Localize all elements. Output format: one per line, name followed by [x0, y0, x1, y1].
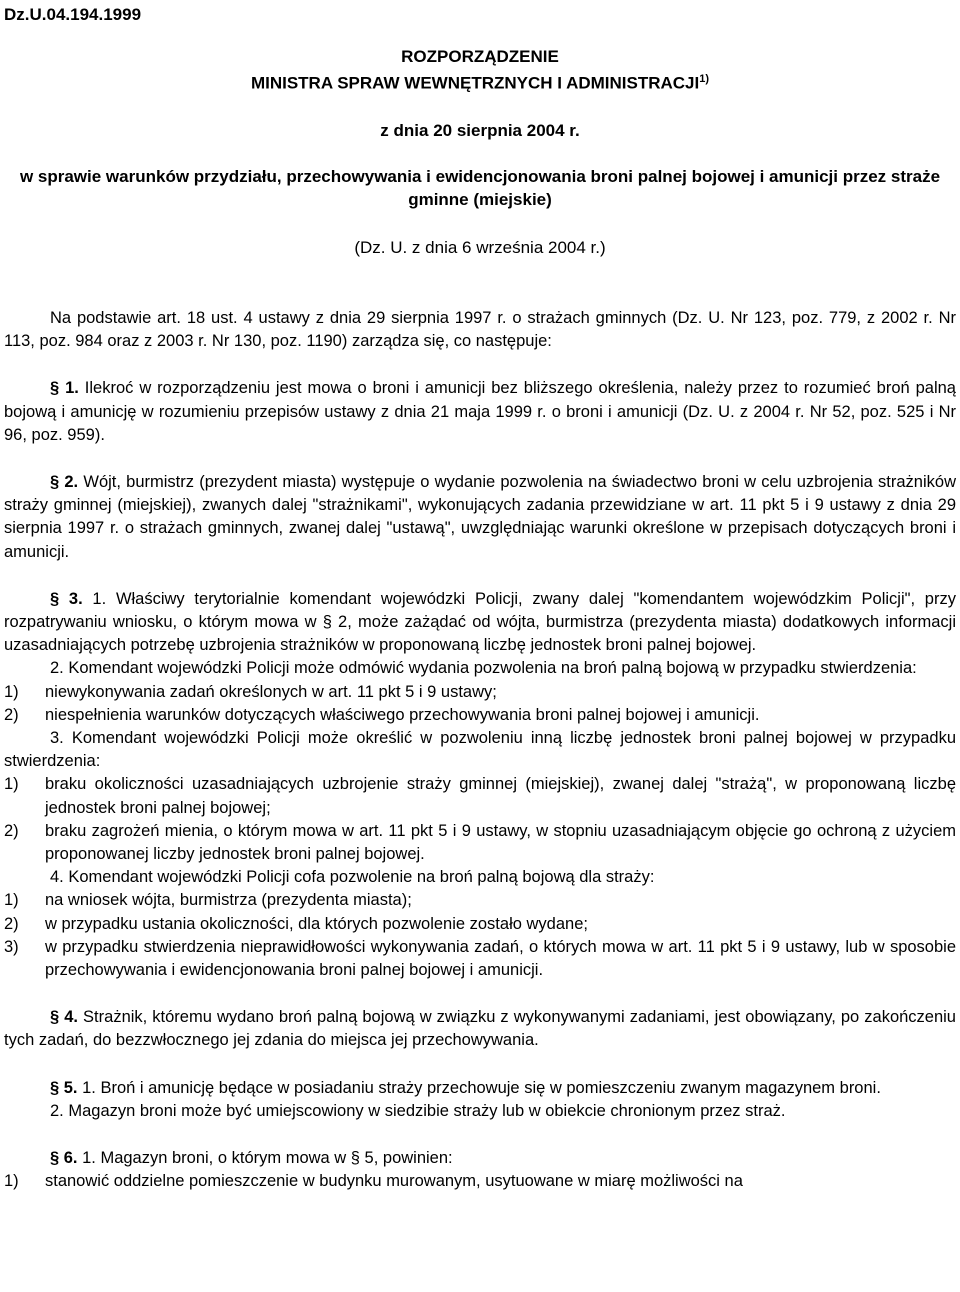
paragraph-3-section-3: 3. Komendant wojewódzki Policji może określić w pozwoleniu inną liczbę jednostek broni palnej bojowej w przypadku stwierdzenia: [4, 729, 956, 771]
paragraph-mark: § 5. [50, 1078, 78, 1097]
paragraph-mark: § 6. [50, 1149, 78, 1168]
document-source: (Dz. U. z dnia 6 września 2004 r.) [354, 238, 606, 257]
paragraph-3-section-4: 4. Komendant wojewódzki Policji cofa pozwolenie na broń palną bojową dla straży: [50, 868, 655, 887]
list-item: 1) niewykonywania zadań określonych w art. 11 pkt 5 i 9 ustawy; [4, 682, 497, 701]
list-item: 2) braku zagrożeń mienia, o którym mowa w art. 11 pkt 5 i 9 ustawy, w stopniu uzasadniającym objęcie go ochroną z użyciem proponowanej liczby jednostek broni palnej bojowej. [4, 821, 956, 864]
list-item: 3) w przypadku stwierdzenia nieprawidłowości wykonywania zadań, o których mowa w art. 11 pkt 5 i 9 ustawy, lub w sposobie przechowywania i ewidencjonowania broni palnej bojowej i amunicji. [4, 937, 956, 980]
document-body [4, 307, 956, 1194]
paragraph-mark: § 3. [50, 589, 83, 608]
paragraph-5-section-1: § 5. 1. Broń i amunicję będące w posiadaniu straży przechowuje się w pomieszczeniu zwanym magazynem broni. [50, 1078, 881, 1097]
paragraph-mark: § 4. [50, 1008, 78, 1027]
title-line-1: ROZPORZĄDZENIE [401, 47, 559, 66]
list-item: 1) braku okoliczności uzasadniających uzbrojenie straży gminnej (miejskiej), zwanej dalej "strażą", w proponowaną liczbę jednostek broni palnej bojowej; [4, 775, 956, 817]
document-date: z dnia 20 sierpnia 2004 r. [380, 121, 580, 140]
list-item: 1) stanowić oddzielne pomieszczenie w budynku murowanym, usytuowane w miarę możliwości na [4, 1172, 743, 1191]
paragraph-3-section-2: 2. Komendant wojewódzki Policji może odmówić wydania pozwolenia na broń palną bojową w przypadku stwierdzenia: [50, 659, 917, 678]
paragraph-1: § 1. Ilekroć w rozporządzeniu jest mowa o broni i amunicji bez bliższego określenia, należy przez to rozumieć broń palną bojową i amunicję w rozumieniu przepisów ustawy z dnia 21 maja 1999 r. o broni i amunicji (Dz. U. z 2004 r. Nr 52, poz. 525 i Nr 96, poz. 959). [4, 379, 956, 444]
document-title [0, 45, 960, 95]
paragraph-5-section-2: 2. Magazyn broni może być umiejscowiony w siedzibie straży lub w obiekcie chronionym przez straż. [50, 1101, 786, 1120]
preamble: Na podstawie art. 18 ust. 4 ustawy z dnia 29 sierpnia 1997 r. o strażach gminnych (Dz. U. Nr 123, poz. 779, z 2002 r. Nr 113, poz. 984 oraz z 2003 r. Nr 130, poz. 1190) zarządza się, co następuje: [4, 309, 956, 351]
paragraph-2: § 2. Wójt, burmistrz (prezydent miasta) występuje o wydanie pozwolenia na świadectwo broni w celu uzbrojenia strażników straży gminnej (miejskiej), zwanych dalej "strażnikami", wykonujących zadania przewidziane w art. 11 pkt 5 i 9 ustawy z dnia 29 sierpnia 1997 r. o strażach gminnych, zwanej dalej "ustawą", uwzględniając warunki określone w przepisach dotyczących broni i amunicji. [4, 473, 956, 561]
paragraph-3-section-1: § 3. 1. Właściwy terytorialnie komendant wojewódzki Policji, zwany dalej "komendantem wojewódzkim Policji", przy rozpatrywaniu wniosku, o którym mowa w § 2, może zażądać od wójta, burmistrza (prezydenta miasta) dodatkowych informacji uzasadniających potrzebę uzbrojenia strażników w proponowaną liczbę jednostek broni palnej bojowej. [4, 589, 956, 655]
document-subject: w sprawie warunków przydziału, przechowywania i ewidencjonowania broni palnej bojowej i amunicji przez straże gminne (miejskie) [19, 167, 941, 209]
paragraph-6-section-1: § 6. 1. Magazyn broni, o którym mowa w § 5, powinien: [50, 1149, 453, 1168]
paragraph-mark: § 2. [50, 473, 79, 492]
title-line-2: MINISTRA SPRAW WEWNĘTRZNYCH I ADMINISTRACJI$^{1)}$ [250, 73, 710, 93]
list-item: 1) na wniosek wójta, burmistrza (prezydenta miasta); [4, 891, 412, 910]
doc-reference: Dz.U.04.194.1999 [4, 5, 142, 24]
list-item: 2) w przypadku ustania okoliczności, dla których pozwolenie zostało wydane; [4, 914, 588, 933]
list-item: 2) niespełnienia warunków dotyczących właściwego przechowywania broni palnej bojowej i amunicji. [4, 705, 760, 724]
footnote-marker: 1) [699, 73, 710, 85]
paragraph-mark: § 1. [50, 379, 79, 398]
paragraph-4: § 4. Strażnik, któremu wydano broń palną bojową w związku z wykonywanymi zadaniami, jest obowiązany, po zakończeniu tych zadań, do bezzwłocznego jej zdania do miejsca jej przechowywania. [4, 1008, 956, 1050]
